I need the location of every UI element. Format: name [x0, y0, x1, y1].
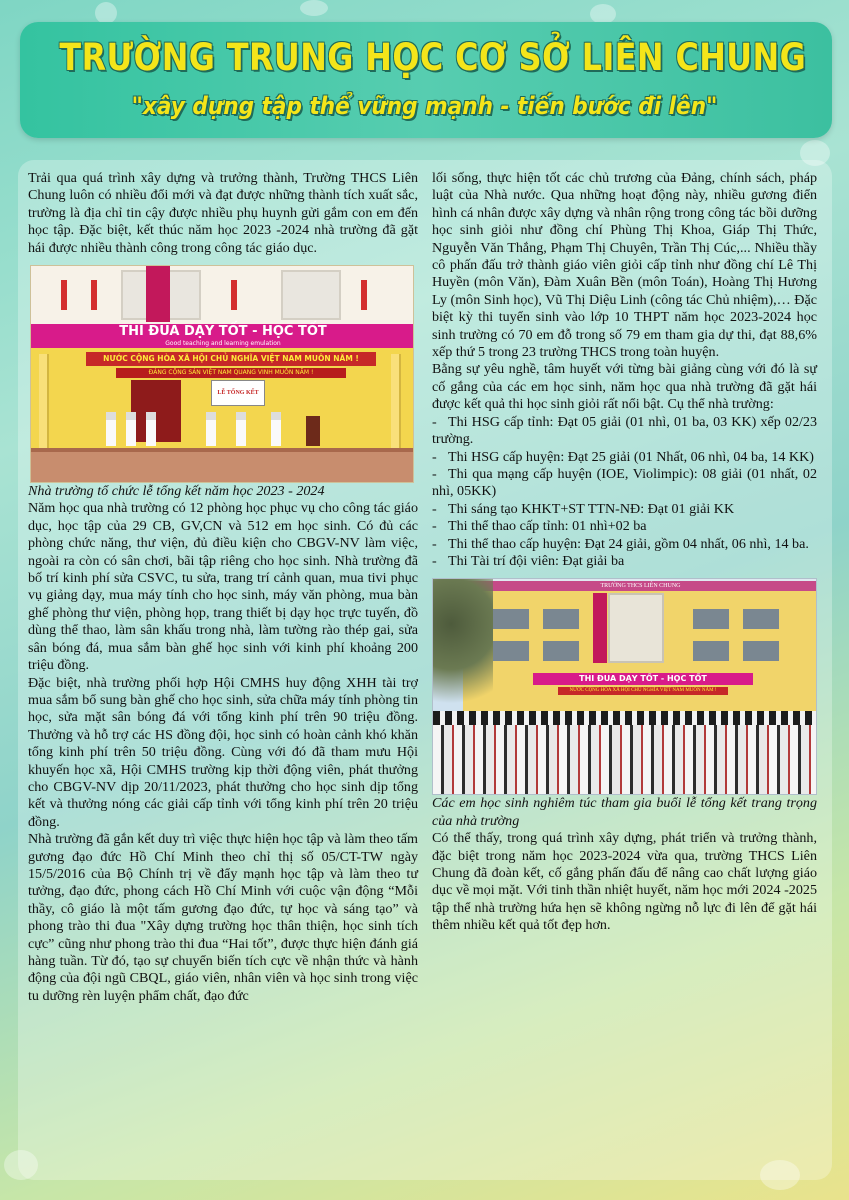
photo1-banner-sub: Good teaching and learning emulation — [165, 340, 281, 348]
photo1-banner-party: ĐẢNG CỘNG SẢN VIỆT NAM QUANG VINH MUÔN NĂM ! — [116, 368, 346, 378]
award-item: - Thi sáng tạo KHKT+ST TTN-NĐ: Đạt 01 giải KK — [432, 500, 735, 517]
students-assembly-photo — [432, 578, 817, 795]
right-column — [432, 170, 817, 935]
ceremony-photo — [30, 265, 414, 483]
facilities-paragraph: Năm học qua nhà trường có 12 phòng học phục vụ cho công tác giáo dục, học tập của 29 CB, GV,CN và 512 em học sinh. Có đủ các phòng chức năng, thư viện, đủ điều kiện cho CBGV-NV làm việc, ngoài ra còn có sân chơi, bãi tập riêng cho học sinh. Nhà trường đã bố trí kinh phí sửa CSVC, tu sửa, trang trí cảnh quan, mua tivi phục vụ giảng dạy, mua máy tính cho học sinh, máy văn phòng, mua bàn ghế phòng thư viện, phòng họp, trang thiết bị dạy học trực tuyến, đồ dùng thể thao, làm sân khấu trong nhà, làm tường rào thép gai, sửa sân bóng đá, mua sắm bàn ghế học sinh với kinh phí khoảng 200 triệu đồng. — [28, 500, 418, 674]
award-item: - Thi HSG cấp tỉnh: Đạt 05 giải (01 nhì, 01 ba, 03 KK) xếp 02/23 trường. — [432, 413, 817, 448]
photo1-banner-top: THI ĐUA DẠY TỐT - HỌC TỐT — [119, 324, 327, 340]
motto-subtitle: "xây dựng tập thể vững mạnh - tiến bước đi lên" — [131, 92, 718, 120]
awards-list — [432, 414, 817, 571]
photo2-school-sign: TRƯỜNG THCS LIÊN CHUNG — [463, 581, 817, 591]
background-bubble — [590, 4, 616, 24]
background-bubble — [300, 0, 328, 16]
page-title: TRƯỜNG TRUNG HỌC CƠ SỞ LIÊN CHUNG — [59, 36, 807, 79]
photo1-stage-sign: LỄ TỔNG KẾT — [211, 380, 265, 406]
photo2-banner-top: THI ĐUA DẠY TỐT - HỌC TỐT — [533, 673, 753, 685]
photo2-banner-red: NƯỚC CỘNG HÒA XÃ HỘI CHỦ NGHĨA VIỆT NAM MUÔN NĂM ! — [558, 687, 728, 695]
background-bubble — [95, 2, 117, 24]
intro-paragraph: Trải qua quá trình xây dựng và trưởng thành, Trường THCS Liên Chung luôn có nhiều đổi mới và đạt được những thành tích xuất sắc, trường là địa chỉ tin cậy được nhiều phụ huynh gửi gắm con em đến học tập. Đặc biệt, kết thúc năm học 2023 -2024 nhà trường đã gặt hái được nhiều thành công trong công tác giáo dục. — [28, 170, 418, 256]
funding-paragraph: Đặc biệt, nhà trường phối hợp Hội CMHS huy động XHH tài trợ mua sắm bổ sung bàn ghế cho học sinh, sửa chữa máy tính phòng tin học, sửa mặt sân bóng đá với tổng kinh phí trên 90 triệu đồng. Thưởng và hỗ trợ các HS đồng đội, học sinh có hoàn cảnh khó khăn tổng kinh phí trên 50 triệu đồng. Cùng với đó đã tham mưu Hội khuyến học xã, Hội CMHS trường kịp thời động viên, phát thưởng cho CBGV-NV dịp 20/11/2023, phát thưởng cho học sinh dịp tổng kết và thưởng nóng các giải cấp tỉnh với tổng kinh phí trên 20 triệu đồng. — [28, 674, 418, 830]
award-item: - Thi HSG cấp huyện: Đạt 25 giải (01 Nhất, 06 nhì, 04 ba, 14 KK) — [432, 448, 814, 465]
award-item: - Thi thể thao cấp tỉnh: 01 nhì+02 ba — [432, 518, 647, 535]
award-item: - Thi thể thao cấp huyện: Đạt 24 giải, gồm 04 nhất, 06 nhì, 14 ba. — [432, 535, 809, 552]
ethics-paragraph: Nhà trường đã gắn kết duy trì việc thực hiện học tập và làm theo tấm gương đạo đức Hồ Chí Minh theo chỉ thị số 05/CT-TW ngày 15/5/2016 của Bộ Chính trị về đẩy mạnh học tập và làm theo tư tưởng, đạo đức, phong cách Hồ Chí Minh với cuộc vận động “Mỗi thầy, cô giáo là một tấm gương đạo đức, tự học và sáng tạo” và phong trào thi đua "Xây dựng trường học thân thiện, học sinh tích cực” cũng như phong trào thi đua “Hai tốt”, được thực hiện đánh giá hàng tuần. Từ đó, tạo sự chuyển biến tích cực về nhận thức và hành động của đội ngũ CBQL, giáo viên, nhân viên và học sinh trong việc tu dưỡng rèn luyện phẩm chất, đạo đức — [28, 831, 418, 1004]
photo1-caption: Nhà trường tổ chức lễ tổng kết năm học 2023 - 2024 — [28, 483, 325, 500]
results-intro-paragraph: Bằng sự yêu nghề, tâm huyết với từng bài giảng cùng với đó là sự cố gắng của các em học sinh, năm học qua nhà trường đã gặt hái được kết quả thi học sinh giỏi rất nổi bật. Cụ thể nhà trường: — [432, 361, 817, 413]
achievements-paragraph: lối sống, thực hiện tốt các chủ trương của Đảng, chính sách, pháp luật của Nhà nước. Qua những hoạt động này, nhiều gương điển hình cá nhân được xây dựng và nhân rộng trong công tác bồi dưỡng học sinh giỏi như đồng chí Phùng Thị Khoa, Giáp Thị Thức, Nguyễn Văn Thắng, Phạm Thị Chuyên, Trần Thị Cúc,... Nhiều thầy cô phấn đấu trở thành giáo viên giỏi cấp tỉnh như đồng chí Lê Thị Huyền (môn Văn), Đàm Xuân Bền (môn Toán), Hoàng Thị Hương Ly (môn Sinh học), Vũ Thị Diệu Linh (công tác Chủ nhiệm),… Đặc biệt kỳ thi tuyển sinh vào lớp 10 THPT năm học 2023-2024 học sinh trường có 70 em đỗ trong số 79 em tham gia dự thi, đạt 88,6% xếp thứ 5 trong 23 trường THCS trong toàn huyện. — [432, 170, 817, 361]
conclusion-paragraph: Có thể thấy, trong quá trình xây dựng, phát triển và trưởng thành, đặc biệt trong năm học 2023-2024 vừa qua, trường THCS Liên Chung đã đoàn kết, cố gắng phấn đấu để nâng cao chất lượng giáo dục về mọi mặt. Với tinh thần nhiệt huyết, năm học mới 2024 -2025 tập thể nhà trường hứa hẹn sẽ không ngừng nỗ lực đi lên để gặt hái thêm nhiều kết quả tốt đẹp hơn. — [432, 830, 817, 934]
award-item: - Thi Tài trí đội viên: Đạt giải ba — [432, 552, 625, 569]
award-item: - Thi qua mạng cấp huyện (IOE, Violimpic): 08 giải (01 nhất, 02 nhì, 05KK) — [432, 465, 817, 500]
photo2-caption: Các em học sinh nghiêm túc tham gia buổi lễ tổng kết trang trọng của nhà trường — [432, 795, 817, 829]
photo1-banner-red: NƯỚC CỘNG HÒA XÃ HỘI CHỦ NGHĨA VIỆT NAM MUÔN NĂM ! — [86, 352, 376, 366]
left-column — [28, 170, 418, 1005]
